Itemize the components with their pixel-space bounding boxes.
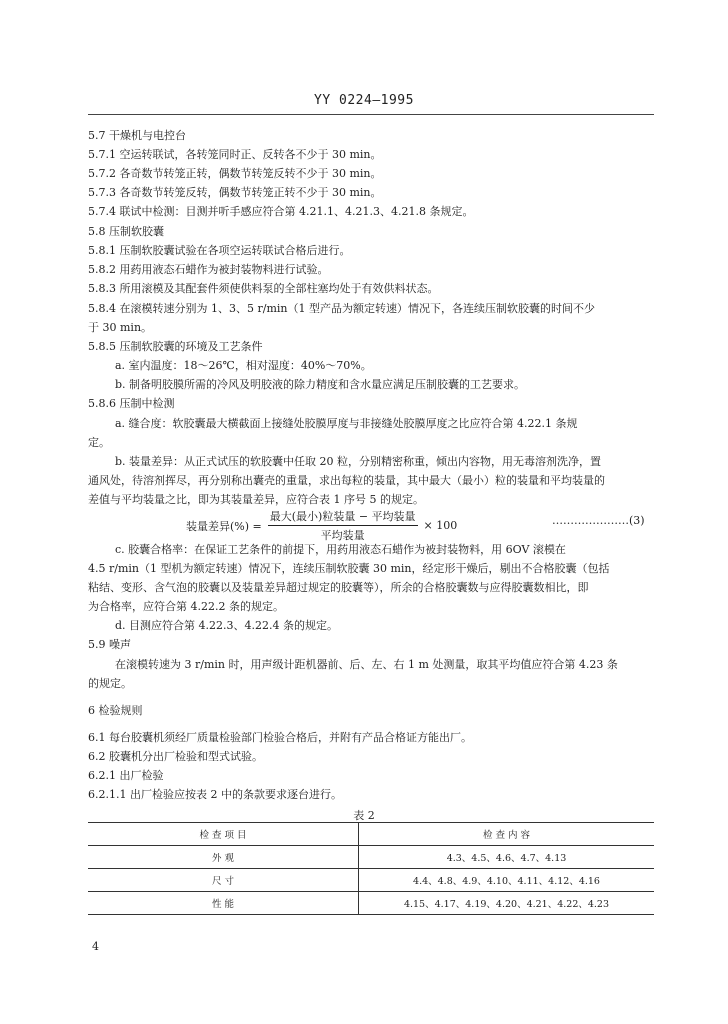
- text-line: a. 室内温度：18～26℃，相对湿度：40%～70%。: [115, 359, 372, 372]
- text-line: 在滚模转速为 3 r/min 时，用声级计距机器前、后、左、右 1 m 处测量，取其平均值应符合第 4.23 条: [115, 658, 618, 671]
- row-item: 尺 寸: [88, 869, 359, 892]
- text-line: 5.8 压制软胶囊: [88, 225, 164, 238]
- text-line: 6.2.1.1 出厂检验应按表 2 中的条款要求逐台进行。: [88, 788, 342, 801]
- text-line: 4.5 r/min（1 型机为额定转速）情况下，连续压制软胶囊 30 min，经定形干燥后，剔出不合格胶囊（包括: [88, 562, 610, 575]
- text-line: c. 胶囊合格率：在保证工艺条件的前提下，用药用液态石蜡作为被封装物料，用 6OV 滚模在: [115, 543, 566, 556]
- row-content: 4.15、4.17、4.19、4.20、4.21、4.22、4.23: [359, 892, 655, 915]
- text-line: 5.8.4 在滚模转速分别为 1、3、5 r/min（1 型产品为额定转速）情况下，各连续压制软胶囊的时间不少: [88, 302, 595, 315]
- text-line: 5.7.3 各奇数节转笼反转，偶数节转笼正转不少于 30 min。: [88, 186, 382, 199]
- formula-lhs: 装量差异(%) =: [186, 519, 262, 533]
- text-line: 6 检验规则: [88, 704, 143, 717]
- standard-number-header: YY 0224—1995: [314, 93, 414, 108]
- text-line: 5.8.3 所用滚模及其配套件须使供料泵的全部柱塞均处于有效供料状态。: [88, 282, 439, 295]
- text-line: 5.8.2 用药用液态石蜡作为被封装物料进行试验。: [88, 263, 329, 276]
- text-line: a. 缝合度：软胶囊最大横截面上接缝处胶膜厚度与非接缝处胶膜厚度之比应符合第 4.22.1 条规: [115, 417, 578, 430]
- text-line: 5.7.4 联试中检测：目测并听手感应符合第 4.21.1、4.21.3、4.21.8 条规定。: [88, 205, 474, 218]
- text-line: 5.8.5 压制软胶囊的环境及工艺条件: [88, 340, 263, 353]
- table-header-row: [88, 823, 654, 846]
- table-row: [88, 846, 654, 869]
- text-line: 5.8.6 压制中检测: [88, 397, 175, 410]
- row-item: 外 观: [88, 846, 359, 869]
- text-line: 5.7 干燥机与电控台: [88, 129, 186, 142]
- text-line: 6.2.1 出厂检验: [88, 769, 164, 782]
- text-line: 6.2 胶囊机分出厂检验和型式试验。: [88, 750, 263, 763]
- text-line: b. 制备明胶膜所需的冷风及明胶液的除力精度和含水量应满足压制胶囊的工艺要求。: [115, 378, 526, 391]
- text-line: 5.8.1 压制软胶囊试验在各项空运转联试合格后进行。: [88, 244, 351, 257]
- row-content: 4.4、4.8、4.9、4.10、4.11、4.12、4.16: [359, 869, 655, 892]
- formula-3: [186, 508, 457, 543]
- formula-denominator: 平均装量: [320, 529, 365, 542]
- text-line: 于 30 min。: [88, 321, 153, 334]
- header-divider: [88, 114, 654, 115]
- text-line: 的规定。: [88, 677, 132, 690]
- text-line: 5.9 噪声: [88, 638, 131, 651]
- formula-numerator: 最大(最小)粒装量 − 平均装量: [268, 508, 418, 526]
- text-line: 差值与平均装量之比，即为其装量差异，应符合表 1 序号 5 的规定。: [88, 493, 424, 506]
- inspection-table: [88, 822, 654, 915]
- text-line: d. 目测应符合第 4.22.3、4.22.4 条的规定。: [115, 619, 339, 632]
- header-item: 检 查 项 目: [88, 823, 359, 846]
- text-line: 为合格率，应符合第 4.22.2 条的规定。: [88, 600, 284, 613]
- page-number: 4: [92, 940, 99, 953]
- text-line: 6.1 每台胶囊机须经厂质量检验部门检验合格后，并附有产品合格证方能出厂。: [88, 731, 472, 744]
- table-row: [88, 869, 654, 892]
- header-content: 检 查 内 容: [359, 823, 655, 846]
- text-line: b. 装量差异：从正式试压的软胶囊中任取 20 粒，分别精密称重，倾出内容物，用无毒溶剂洗净，置: [115, 455, 602, 468]
- text-line: 通风处，待溶剂挥尽，再分别称出囊壳的重量，求出每粒的装量，其中最大（最小）粒的装量和平均装量的: [88, 474, 605, 487]
- formula-number: …………………(3): [552, 514, 645, 527]
- row-content: 4.3、4.5、4.6、4.7、4.13: [359, 846, 655, 869]
- text-line: 5.7.1 空运转联试，各转笼同时正、反转各不少于 30 min。: [88, 148, 382, 161]
- text-line: 粘结、变形、含气泡的胶囊以及装量差异超过规定的胶囊等），所余的合格胶囊数与应得胶囊数相比，即: [88, 581, 589, 594]
- table-row: [88, 892, 654, 915]
- text-line: 5.7.2 各奇数节转笼正转，偶数节转笼反转不少于 30 min。: [88, 167, 382, 180]
- formula-factor: × 100: [423, 519, 458, 532]
- formula-fraction: [268, 508, 418, 543]
- text-line: 定。: [88, 436, 110, 449]
- row-item: 性 能: [88, 892, 359, 915]
- table-caption: 表 2: [353, 809, 375, 822]
